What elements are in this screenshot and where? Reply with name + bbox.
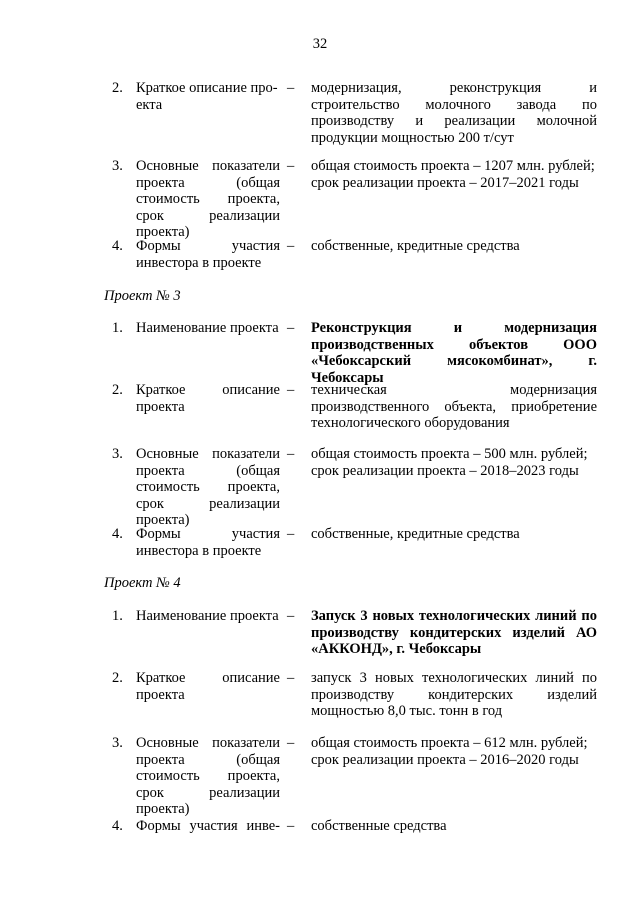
row-dash: –	[287, 238, 295, 254]
project-heading: Проект № 3	[104, 288, 181, 304]
row-number: 4.	[112, 818, 123, 834]
row-label: Наименование проекта	[136, 320, 279, 336]
row-number: 2.	[112, 80, 123, 96]
row-value: собственные, кредитные средства	[311, 526, 520, 542]
row-label: Краткое описание проекта	[136, 382, 280, 415]
row-label-line: екта	[136, 96, 163, 113]
row-number: 1.	[112, 320, 123, 336]
row-dash: –	[287, 818, 295, 834]
row-number: 3.	[112, 446, 123, 462]
row-number: 3.	[112, 735, 123, 751]
row-dash: –	[287, 735, 295, 751]
row-label	[136, 80, 280, 113]
project-heading: Проект № 4	[104, 575, 181, 591]
row-number: 4.	[112, 238, 123, 254]
row-dash: –	[287, 670, 295, 686]
row-value: собственные средства	[311, 818, 447, 834]
row-dash: –	[287, 382, 295, 398]
row-dash: –	[287, 608, 295, 624]
row-number: 4.	[112, 526, 123, 542]
row-value: Реконструкция и модернизация производственных объектов ООО «Чебоксарский мясокомбинат», г. Чебоксары	[311, 320, 597, 386]
row-value: собственные, кредитные средства	[311, 238, 520, 254]
row-value: запуск 3 новых технологических линий по производству кондитерских изделий мощностью 8,0 тыс. тонн в год	[311, 670, 597, 719]
row-label-line: Краткое описание про-	[136, 80, 278, 96]
row-number: 2.	[112, 382, 123, 398]
row-dash: –	[287, 320, 295, 336]
row-label: Основные показатели проекта (общая стоимость проекта, срок реализации проекта)	[136, 158, 280, 240]
row-value: общая стоимость проекта – 1207 млн. рублей; срок реализации проекта – 2017–2021 годы	[311, 158, 595, 191]
row-value: Запуск 3 новых технологических линий по производству кондитерских изделий АО «АККОНД», г. Чебоксары	[311, 608, 597, 657]
row-label: Основные показатели проекта (общая стоимость проекта, срок реализации проекта)	[136, 735, 280, 817]
row-label: Основные показатели проекта (общая стоимость проекта, срок реализации проекта)	[136, 446, 280, 528]
row-dash: –	[287, 80, 295, 96]
row-number: 1.	[112, 608, 123, 624]
row-label: Краткое описание проекта	[136, 670, 280, 703]
row-dash: –	[287, 526, 295, 542]
row-value: общая стоимость проекта – 612 млн. рублей; срок реализации проекта – 2016–2020 годы	[311, 735, 588, 768]
row-value: общая стоимость проекта – 500 млн. рублей; срок реализации проекта – 2018–2023 годы	[311, 446, 588, 479]
row-number: 3.	[112, 158, 123, 174]
page-number: 32	[312, 36, 328, 52]
row-value: модернизация, реконструкция и строительство молочного завода по производству и реализации молочной продукции мощностью 200 т/сут	[311, 80, 597, 146]
row-dash: –	[287, 446, 295, 462]
row-label: Формы участия инвестора в проекте	[136, 238, 280, 271]
row-dash: –	[287, 158, 295, 174]
row-label: Наименование проекта	[136, 608, 279, 624]
row-label: Формы участия инве-	[136, 818, 280, 834]
row-value: техническая модернизация производственного объекта, приобретение технологического оборудования	[311, 382, 597, 431]
row-number: 2.	[112, 670, 123, 686]
row-label: Формы участия инвестора в проекте	[136, 526, 280, 559]
